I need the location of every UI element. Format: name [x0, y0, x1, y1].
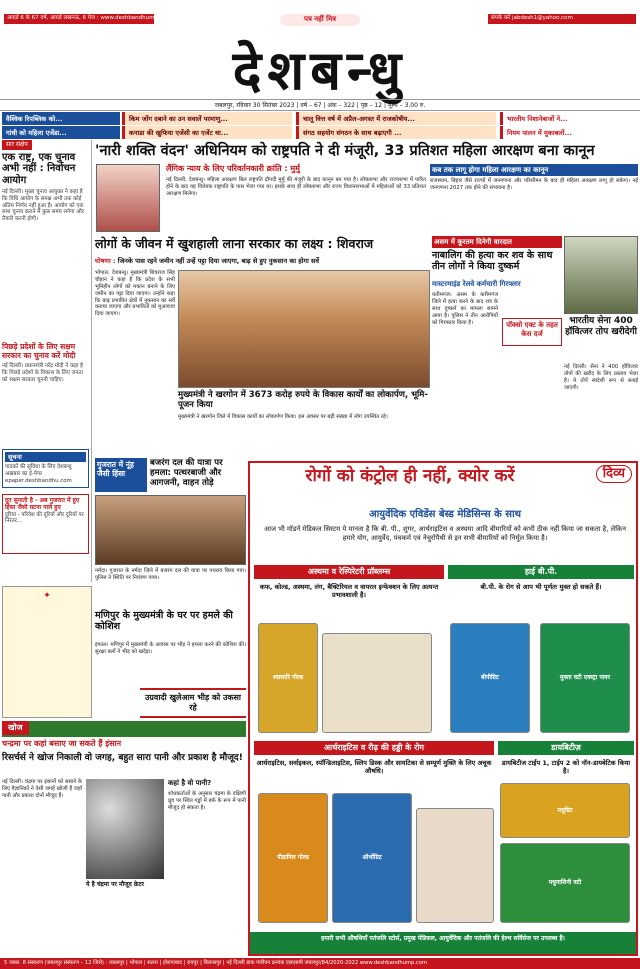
story7-kicker: चन्द्रमा पर कहां बसाए जा सकते हैं इंसान: [2, 739, 122, 748]
ad-band-arthritis: आर्थराइटिस व रीढ़ की हड्डी के रोग: [254, 741, 494, 755]
sidebar-headline-1[interactable]: एक राष्ट्र, एक चुनाव अभी नहीं : निर्वाचन आयोग: [2, 151, 76, 186]
small-promo-icon: ✦: [43, 591, 51, 601]
sidebar-text-1: नई दिल्ली। मुख्य चुनाव आयुक्त ने कहा है कि विधि आयोग के समक्ष अभी तक कोई अंतिम निर्णय नहीं हुआ है। आयोग को एक साथ चुनाव कराने में कुछ समय लगेगा और तैयारी करनी होगी।: [2, 189, 84, 222]
story3-body: करीमगंज। असम के करीमगंज जिले में हत्या करने के बाद शव के साथ दुष्कर्म का मामला सामने आया है। पुलिस ने तीन आरोपियों को गिरफ्तार किया है।: [432, 292, 498, 326]
flag-4[interactable]: संगठ सहयोग संगठन के साथ बढ़ाएगी ...: [296, 126, 496, 139]
ad-brand: दिव्य: [596, 465, 632, 483]
flag-1[interactable]: किम जोंग दबाने का उन सवालें परमाणु...: [122, 112, 292, 125]
sidebar-tag: सार संक्षेप: [2, 140, 32, 150]
flag-2[interactable]: कनाडा की खुफिया एजेंसी का एजेंट था...: [122, 126, 292, 139]
ad-band-diabetes: डायबिटीज़: [498, 741, 634, 755]
flags-row: [0, 112, 640, 140]
story6-pullquote: उग्रवादी खुलेआम भीड़ को उकसा रहे: [140, 688, 246, 718]
flag-left-2[interactable]: गांधी को महिला एजेंडा...: [2, 126, 120, 139]
ad-band-asthma: अस्थमा व रेस्पिरेटरी प्रॉब्लम्स: [254, 565, 444, 579]
product-mukta-vati: मुक्ता वटी एक्स्ट्रा पावर: [540, 623, 630, 733]
top-left-strip: अवार्ड 6 के 67 वर्ष, अवार्ड लखनऊ, 6 पेज : www.deshbandhump.com: [4, 14, 154, 24]
flag-right-1[interactable]: भारतीय निशानेबाजों ने...: [500, 112, 638, 125]
story3-headline[interactable]: नाबालिग की हत्या कर शव के साथ तीन लोगों ने किया दुष्कर्म: [432, 250, 553, 273]
lead-headline[interactable]: 'नारी शक्ति वंदन' अधिनियम को राष्ट्रपति ने दी मंजूरी, 33 प्रतिशत महिला आरक्षण बना कानून: [95, 143, 595, 159]
masthead-title: देशबन्धु: [232, 38, 408, 102]
artillery-photo: [564, 236, 638, 314]
product-bpgrit: बीपीग्रिट: [450, 623, 530, 733]
product-peedanil: पीडानिल गोल्ड: [258, 793, 328, 923]
lead-subhead: लैंगिक न्याय के लिए परिवर्तनकारी क्रांति : मुर्मु: [166, 164, 300, 173]
ad-intro: आज भी मॉडर्न मेडिकल सिस्टम ये मानता है कि बी. पी., शुगर, आर्थराइटिस व अस्थमा आदि बीमारियों को कभी ठीक नहीं किया जा सकता है, लेकिन हमारे योग, आयुर्वेद, पंचकर्म एवं नेचुरोपैथी से इन सभी बीमारियों को निर्मूल किया है।: [264, 525, 626, 543]
story3-box: असम में कूरतम दिनेगी वारदात: [432, 236, 562, 248]
moon-photo: [86, 779, 164, 879]
tagline: पत्र नहीं मित्र: [280, 14, 360, 26]
lead-side-body: राजस्थान, बिहार जैसे राज्यों में जनगणना और परिसीमन के बाद ही महिला आरक्षण लागू हो सकेगा। नई जनगणना 2027 तक होने की संभावना है।: [430, 178, 638, 191]
story2-headline[interactable]: लोगों के जीवन में खुशहाली लाना सरकार का लक्ष्य : शिवराज: [95, 236, 374, 251]
product-swasari: श्वासारि गोल्ड: [258, 623, 318, 733]
story5-headline[interactable]: बजरंग दल की यात्रा पर हमला: पत्थरबाजी और आगजनी, वाहन तोड़े: [150, 458, 223, 489]
sidebar-headline-2[interactable]: पिछड़े प्रदेशों के लिए सक्षम सरकार का चुनाव करें मोदी: [2, 342, 76, 360]
flag-3[interactable]: चालू वित्त वर्ष में अप्रैल-अगस्त में राजकोषीय...: [296, 112, 496, 125]
violence-photo: [95, 495, 246, 565]
story7-headline[interactable]: रिसर्चर्स ने खोज निकाली वो जगह, बहुत सारा पानी और प्रकाश है मौजूद!: [2, 753, 243, 763]
ad-footer: हमारी सभी औषधियाँ पतंजलि स्टोर्स, प्रमुख मेडिकल, आयुर्वेदिक और पतंजलि की हेल्थ सर्विसेज पर उपलब्ध हैं।: [250, 932, 636, 954]
ad-band-bp: हाई बी.पी.: [448, 565, 634, 579]
ad-band4-text: डायबिटीज टाईप 1, टाईप 2 को नॉन-डायबेटिक किया है।: [501, 759, 631, 776]
ad-subhead: आयुर्वेदिक एविडेंस बेस्ड मेडिसिन्स के साथ: [369, 509, 521, 520]
story4-headline[interactable]: भारतीय सेना 400 हॉवित्जर तोप खरीदेगी: [565, 316, 637, 337]
story2-kicker: घोषणा :: [95, 257, 116, 265]
ad-band1-text: कफ, कोल्ड, अस्थमा, लंग, बैक्टिरियल व वायरल इन्फेक्शन के लिए अत्यन्त प्रभावशाली है।: [259, 583, 439, 600]
story7-body-2: [86, 897, 164, 955]
sidebar-column: [2, 140, 92, 582]
story2-photo-caption: मुख्यमंत्री ने खरगोन में 3673 करोड़ रुपये के विकास कार्यों का लोकार्पण, भूमि-पूजन किया: [178, 390, 428, 411]
bottom-box-head[interactable]: दूत सुनाती है - अब गुजरात में हुए हिंसा जैसी घटना पाले हुए: [5, 496, 80, 512]
story3-callout: पॉक्सो एक्ट के तहत केस दर्ज: [502, 318, 562, 346]
story3-sub: मास्टरमाइंड रेलवे कर्मचारी गिरफ्तार: [432, 280, 521, 288]
bottom-box-text: दूरिया - परिवेश की दूरियाँ और दूरियों पर निरंतर...: [5, 511, 84, 525]
story2-body: भोपाल, देशबन्धु। मुख्यमंत्री शिवराज सिंह चौहान ने कहा है कि प्रदेश के सभी भूमिहीन लोगों को मकान बनाने के लिए जमीन का पट्टा दिया जाएगा। उन्होंने कहा कि बाढ़ प्रभावित क्षेत्रों में नुकसान का सर्वे कराया जाएगा और प्रभावितों को मुआवजा दिया जाएगा।: [95, 270, 175, 318]
story4-body: नई दिल्ली। सेना ने 400 हॉवित्जर तोपों की खरीद के लिए प्रस्ताव भेजा है। ये तोपें स्वदेशी रूप से बनाई जाएंगी।: [564, 364, 638, 391]
page-footer: 5 जबल. 8 संस्करण (जबलपुर संस्करण – 12 जिले) : जबलपुर | भोपाल | सतना | होशंगाबाद | रायपुर | बिलासपुर | नई दिल्ली डाक पंजीयन क्रमांक एसएसपी जबलपुर/84/2020-2022 www.deshbandhump.com: [0, 958, 640, 969]
product-madhunashini: मधुनाशिनी वटी: [500, 843, 630, 923]
story2-caption-body: मुख्यमंत्री ने खरगोन जिले में विकास कार्यों का लोकार्पण किया। इस अवसर पर बड़ी संख्या में लोग उपस्थित रहे।: [178, 414, 388, 420]
president-photo: [96, 164, 160, 232]
story5-body: नर्मदा। गुजरात के नर्मदा जिले में बजरंग दल की यात्रा पर पथराव किया गया। पुलिस ने स्थिति पर नियंत्रण पाया।: [95, 568, 246, 581]
notice-heading: सूचना: [5, 452, 86, 462]
product-knee-image: [416, 808, 494, 923]
product-lungs-image: [322, 633, 432, 733]
sidebar-text-2: नई दिल्ली। प्रधानमंत्री नरेंद्र मोदी ने कहा है कि पिछड़े प्रदेशों के विकास के लिए जनता को सक्षम सरकार चुननी चाहिए।: [2, 363, 83, 383]
story2-kicker-text: जिनके पास रहने जमीन नहीं उन्हें पट्टा दिया जाएगा, बाढ़ से हुए नुकसान का होगा सर्वे: [117, 257, 320, 265]
story7-side-body: शोधकर्ताओं के अनुसार चंद्रमा के दक्षिणी ध्रुव पर स्थित गड्ढों में बर्फ के रूप में पानी मौजूद हो सकता है।: [168, 791, 246, 811]
rally-photo: [178, 270, 430, 388]
ad-headline: रोगों को कंट्रोल ही नहीं, क्योर करें: [305, 466, 515, 486]
product-madhugrit: मधुग्रिट: [500, 783, 630, 838]
lead-side-head[interactable]: कब तक लागू होगा महिला आरक्षण का कानून: [430, 164, 638, 176]
story7-side-head: कहां है वो पानी?: [168, 779, 212, 787]
dateline: जबलपुर, रविवार 30 सितंबर 2023 | वर्ष – 67 | अंक – 322 | पृष्ठ – 12 | मूल्य – 3.00 रु.: [0, 99, 640, 111]
ad-band2-text: बी.पी. के रोग से आप भी पूर्णतः मुक्त हो सकते हैं।: [480, 583, 602, 591]
moon-photo-caption: ये है चंद्रमा पर मौजूद क्रेटर: [86, 881, 144, 888]
top-bar: [0, 0, 640, 40]
story7-tag: खोज: [2, 721, 29, 735]
product-orthogrit: ऑर्थोग्रिट: [332, 793, 412, 923]
notice-text: पाठकों की सुविधा के लिए देशबन्धु अखबार का ई-पेपर epaper.deshbandhu.com: [5, 464, 72, 484]
lead-body: नई दिल्ली, देशबन्धु। महिला आरक्षण बिल राष्ट्रपति द्रौपदी मुर्मु की मंजूरी के बाद कानून बन गया है। लोकसभा और राज्यसभा में पारित होने के बाद यह विधेयक राष्ट्रपति के पास भेजा गया था। इसके साथ ही लोकसभा और राज्य विधानसभाओं में महिलाओं को 33 प्रतिशत आरक्षण मिलेगा।: [166, 177, 426, 197]
story6-body: इंफाल। मणिपुर में मुख्यमंत्री के आवास पर भीड़ ने हमला करने की कोशिश की। सुरक्षा बलों ने भीड़ को खदेड़ा।: [95, 642, 246, 655]
flag-right-2[interactable]: नियम पालन में मुकाबलों...: [500, 126, 638, 139]
story2-kicker-row: [95, 257, 430, 268]
ad-band3-text: आर्थराइटिस, सर्वाइकल, स्पॉन्डिलाइटिस, स्लिप डिस्क और सायटिका से सम्पूर्ण मुक्ति के लिए अचूक औषधि।: [256, 759, 492, 776]
divya-ad[interactable]: [248, 461, 638, 956]
story5-kicker: गुजरात में नूंह जैसी हिंसा: [95, 458, 147, 492]
contact-strip: संपर्क करें jabdesh1@yahoo.com: [488, 14, 636, 24]
flag-left-1[interactable]: वैश्विक रिपब्लिक को...: [2, 112, 120, 125]
small-promo-box: [2, 586, 92, 718]
story6-headline[interactable]: मणिपुर के मुख्यमंत्री के घर पर हमले की कोशिश: [95, 610, 233, 633]
story7-tagbar: [2, 721, 246, 737]
notice-box: [2, 449, 89, 487]
bottom-box: [2, 494, 89, 554]
story7-body: नई दिल्ली। चंद्रमा पर इंसानों को बसाने के लिए वैज्ञानिकों ने ऐसी जगहें खोजी हैं जहाँ पानी और प्रकाश दोनों मौजूद हैं।: [2, 779, 82, 799]
